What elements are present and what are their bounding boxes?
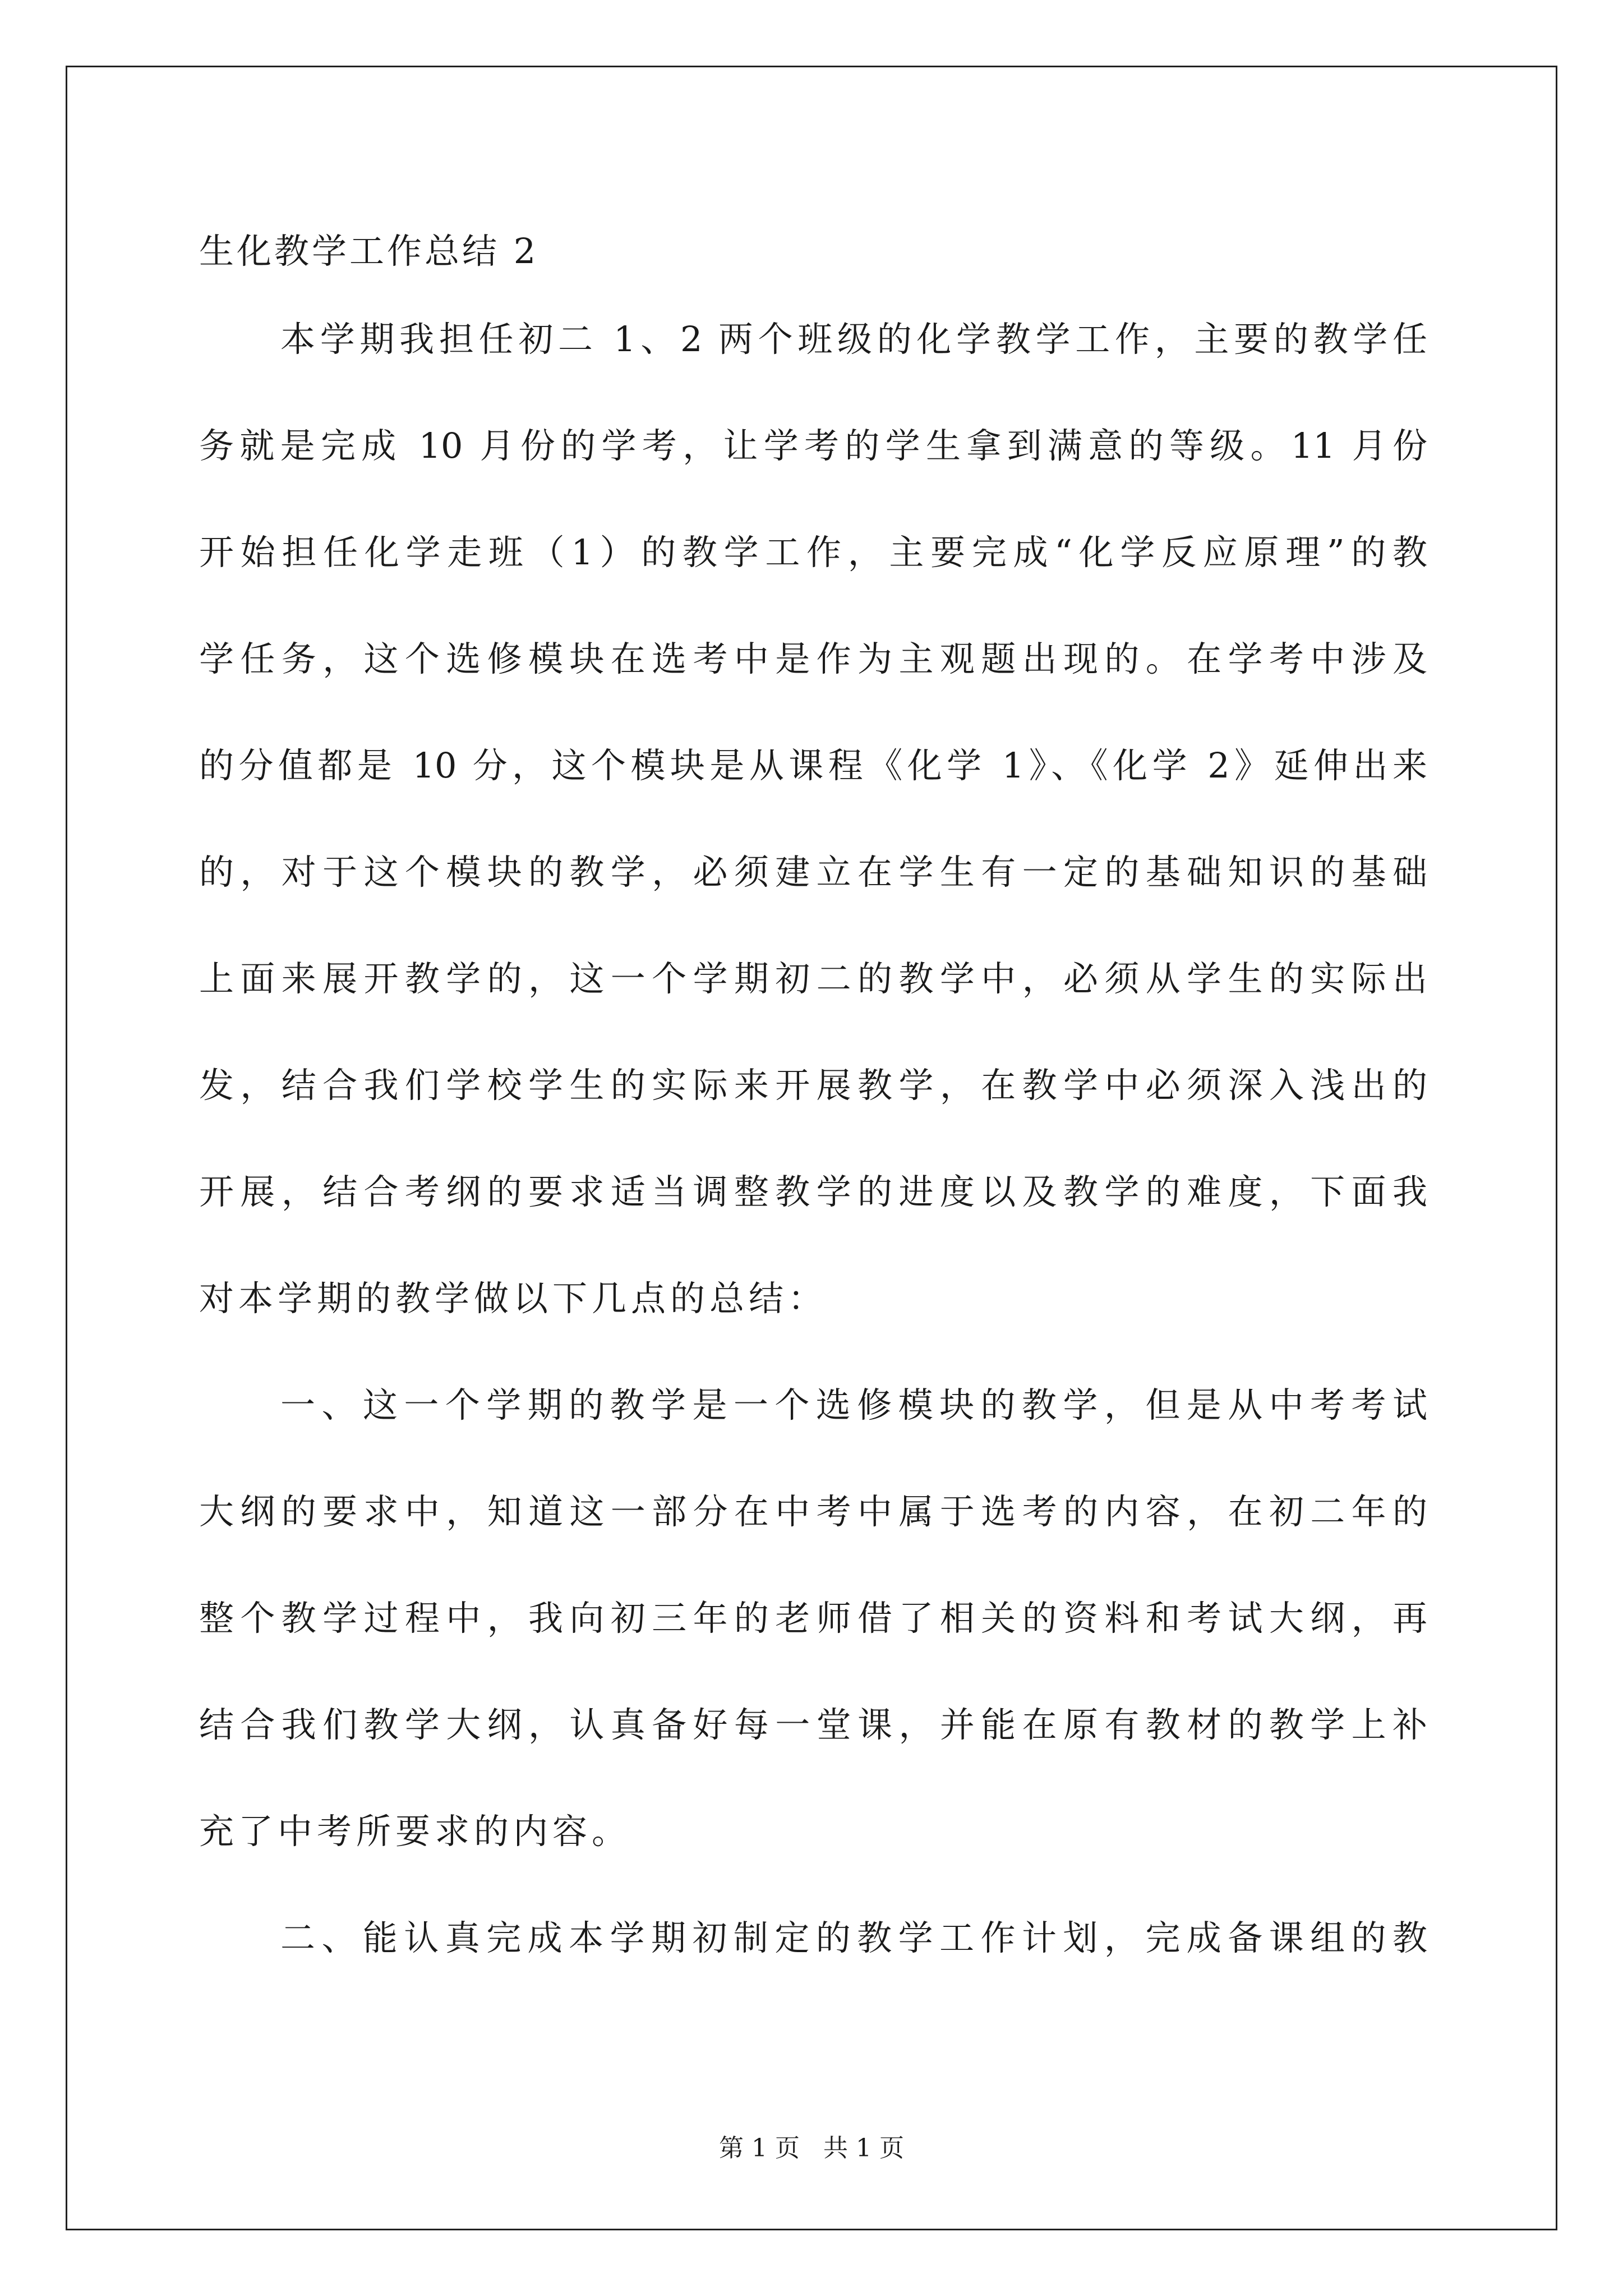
- text-line: 上面来展开教学的，这一个学期初二的教学中，必须从学生的实际出: [199, 958, 1427, 999]
- text-line: 对本学期的教学做以下几点的总结：: [199, 1278, 828, 1319]
- page-footer: 第 1 页 共 1 页: [719, 2134, 904, 2162]
- text-line: 本学期我担任初二 1、2 两个班级的化学教学工作，主要的教学任: [280, 319, 1427, 360]
- text-line: 二、能认真完成本学期初制定的教学工作计划，完成备课组的教: [280, 1917, 1427, 1958]
- text-line: 大纲的要求中，知道这一部分在中考中属于选考的内容，在初二年的: [199, 1491, 1427, 1532]
- page-border: [66, 66, 1557, 2230]
- text-line: 的，对于这个模块的教学，必须建立在学生有一定的基础知识的基础: [199, 852, 1427, 892]
- text-line: 整个教学过程中，我向初三年的老师借了相关的资料和考试大纲，再: [199, 1598, 1427, 1639]
- text-line: 的分值都是 10 分，这个模块是从课程《化学 1》、《化学 2》延伸出来: [199, 745, 1427, 786]
- text-line: 学任务，这个选修模块在选考中是作为主观题出现的。在学考中涉及: [199, 638, 1427, 679]
- text-line: 充了中考所要求的内容。: [199, 1811, 631, 1852]
- text-line: 一、这一个学期的教学是一个选修模块的教学，但是从中考考试: [280, 1384, 1427, 1425]
- text-line: 发，结合我们学校学生的实际来开展教学，在教学中必须深入浅出的: [199, 1065, 1427, 1106]
- text-line: 结合我们教学大纲，认真备好每一堂课，并能在原有教材的教学上补: [199, 1704, 1427, 1745]
- text-line: 务就是完成 10 月份的学考，让学考的学生拿到满意的等级。11 月份: [199, 425, 1427, 466]
- document-title: 生化教学工作总结 2: [199, 231, 539, 272]
- text-line: 开展，结合考纲的要求适当调整教学的进度以及教学的难度，下面我: [199, 1171, 1427, 1212]
- text-line: 开始担任化学走班（1）的教学工作，主要完成“化学反应原理”的教: [199, 532, 1427, 573]
